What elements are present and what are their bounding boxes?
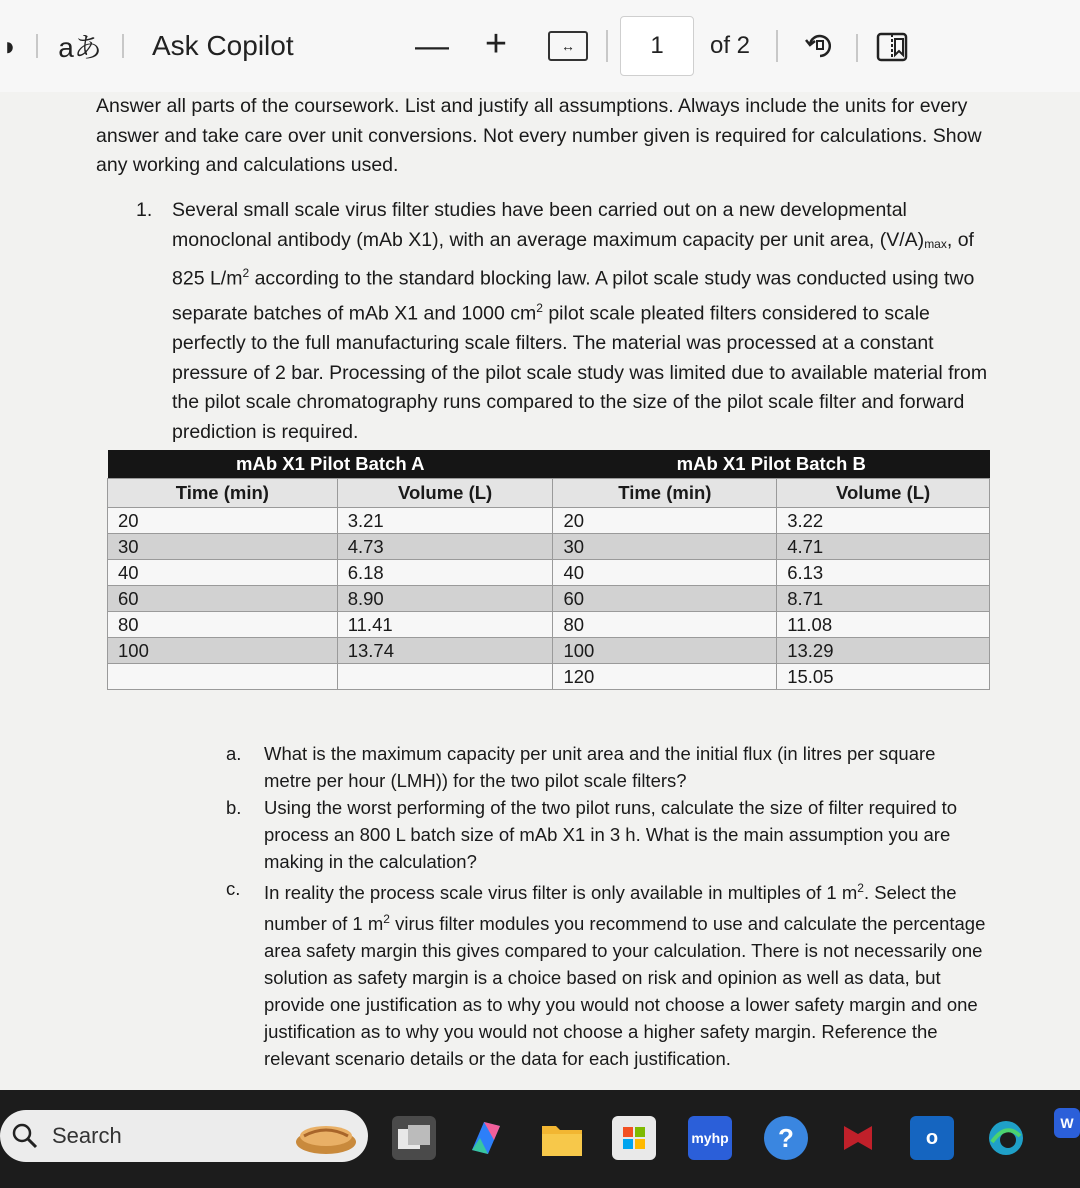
cell: 11.08 — [777, 612, 990, 638]
divider — [606, 30, 608, 62]
outlook-icon[interactable]: o — [910, 1116, 954, 1160]
table-row — [108, 638, 990, 664]
cell: 40 — [108, 560, 338, 586]
cell: 11.41 — [337, 612, 553, 638]
table-row — [108, 586, 990, 612]
cell: 6.13 — [777, 560, 990, 586]
zoom-out-button[interactable]: — — [415, 26, 449, 65]
column-header: Volume (L) — [777, 479, 990, 508]
cell: 80 — [553, 612, 777, 638]
table-row — [108, 612, 990, 638]
cell: 100 — [553, 638, 777, 664]
batch-a-heading: mAb X1 Pilot Batch A — [108, 450, 553, 479]
pdf-toolbar — [0, 0, 1080, 93]
sidebar-toggle-icon[interactable]: ◗ — [2, 30, 18, 61]
column-header: Volume (L) — [337, 479, 553, 508]
question-number: 1. — [136, 199, 153, 221]
table-row — [108, 560, 990, 586]
translate-button[interactable]: aあ — [58, 32, 102, 63]
cell: 120 — [553, 664, 777, 690]
table-row — [108, 534, 990, 560]
fit-width-button[interactable]: ↔ — [548, 31, 588, 61]
cell: 60 — [553, 586, 777, 612]
subquestion-text: In reality the process scale virus filter is only available in multiples of 1 $m^2$. Select the number of 1 $m^2$ virus filter modules you recommend to use and calculate the percentage area safety margin this gives compared to your calculation. There is not necessarily one solution as safety margin is a choice based on risk and opinion as well as data, but provide one justification as to why you would not choose a lower safety margin and one justification as to why you would not choose a higher safety margin. Reference the relevant scenario details or the data for each justification. — [264, 881, 986, 1070]
cell: 20 — [108, 508, 338, 534]
document-page — [0, 92, 1080, 1090]
pilot-batch-table — [107, 450, 990, 690]
cell: 30 — [108, 534, 338, 560]
mcafee-icon[interactable] — [836, 1116, 880, 1160]
cell — [337, 664, 553, 690]
question-1 — [136, 196, 1016, 447]
book-icon[interactable] — [874, 30, 912, 64]
cell: 15.05 — [777, 664, 990, 690]
taskbar-search-box[interactable] — [0, 1110, 368, 1162]
task-view-icon[interactable] — [392, 1116, 436, 1160]
copilot-icon[interactable] — [464, 1116, 508, 1160]
cell: 13.29 — [777, 638, 990, 664]
myhp-icon[interactable]: myhp — [688, 1116, 732, 1160]
search-icon — [10, 1121, 40, 1151]
edge-icon[interactable] — [984, 1116, 1028, 1160]
divider — [122, 34, 124, 58]
subquestion-a — [226, 740, 986, 794]
divider — [856, 34, 858, 62]
subquestion-text: What is the maximum capacity per unit area and the initial flux (in litres per square metre per hour (LMH)) for the two pilot scale filters? — [264, 743, 936, 791]
page-count: of 2 — [710, 32, 751, 59]
help-icon[interactable]: ? — [764, 1116, 808, 1160]
subquestion-c — [226, 875, 986, 1072]
cell: 60 — [108, 586, 338, 612]
subquestion-label: c. — [226, 878, 241, 899]
divider — [776, 30, 778, 62]
divider — [36, 34, 38, 58]
column-header: Time (min) — [108, 479, 338, 508]
subquestion-b — [226, 794, 986, 875]
instructions-paragraph: Answer all parts of the coursework. List and justify all assumptions. Always include the units for every answer and take care over unit conversions. Not every number given is required for calculations. Show any working and calculations used. — [96, 95, 982, 176]
page-number-input[interactable]: 1 — [620, 16, 694, 76]
word-icon[interactable]: W — [1054, 1108, 1080, 1138]
cell: 8.71 — [777, 586, 990, 612]
cell: 4.71 — [777, 534, 990, 560]
store-icon[interactable] — [612, 1116, 656, 1160]
cell: 6.18 — [337, 560, 553, 586]
column-header: Time (min) — [553, 479, 777, 508]
cell: 4.73 — [337, 534, 553, 560]
rotate-icon[interactable] — [800, 26, 840, 66]
cell: 40 — [553, 560, 777, 586]
cell — [108, 664, 338, 690]
subquestion-label: a. — [226, 743, 242, 764]
cell: 30 — [553, 534, 777, 560]
pie-illustration-icon — [290, 1114, 362, 1158]
ask-copilot-button[interactable]: Ask Copilot — [152, 30, 294, 61]
cell: 20 — [553, 508, 777, 534]
cell: 13.74 — [337, 638, 553, 664]
subquestion-text: Using the worst performing of the two pilot runs, calculate the size of filter required to process an 800 L batch size of mAb X1 in 3 h. What is the main assumption you are making in the calculation? — [264, 797, 958, 872]
cell: 8.90 — [337, 586, 553, 612]
table-row — [108, 508, 990, 534]
batch-b-heading: mAb X1 Pilot Batch B — [553, 450, 990, 479]
zoom-in-button[interactable]: + — [484, 22, 508, 65]
cell: 80 — [108, 612, 338, 638]
table-row — [108, 664, 990, 690]
file-explorer-icon[interactable] — [540, 1116, 584, 1160]
question-1-text: Several small scale virus filter studies have been carried out on a new developmental monoclonal antibody (mAb X1), with an average maximum capacity per unit area, $(V/A)_{max}$, of 825 $L/m^2$ according to the standard blocking law. A pilot scale study was conducted using two separate batches of mAb X1 and 1000 $cm^2$ pilot scale pleated filters considered to scale perfectly to the full manufacturing scale filters. The material was processed at a constant pressure of 2 bar. Processing of the pilot scale study was limited due to available material from the pilot scale chromatography runs compared to the size of the pilot scale filter and forward prediction is required. — [172, 199, 988, 443]
taskbar — [0, 1090, 1080, 1188]
cell: 3.22 — [777, 508, 990, 534]
cell: 3.21 — [337, 508, 553, 534]
cell: 100 — [108, 638, 338, 664]
subquestion-label: b. — [226, 797, 242, 818]
search-placeholder: Search — [52, 1123, 122, 1148]
